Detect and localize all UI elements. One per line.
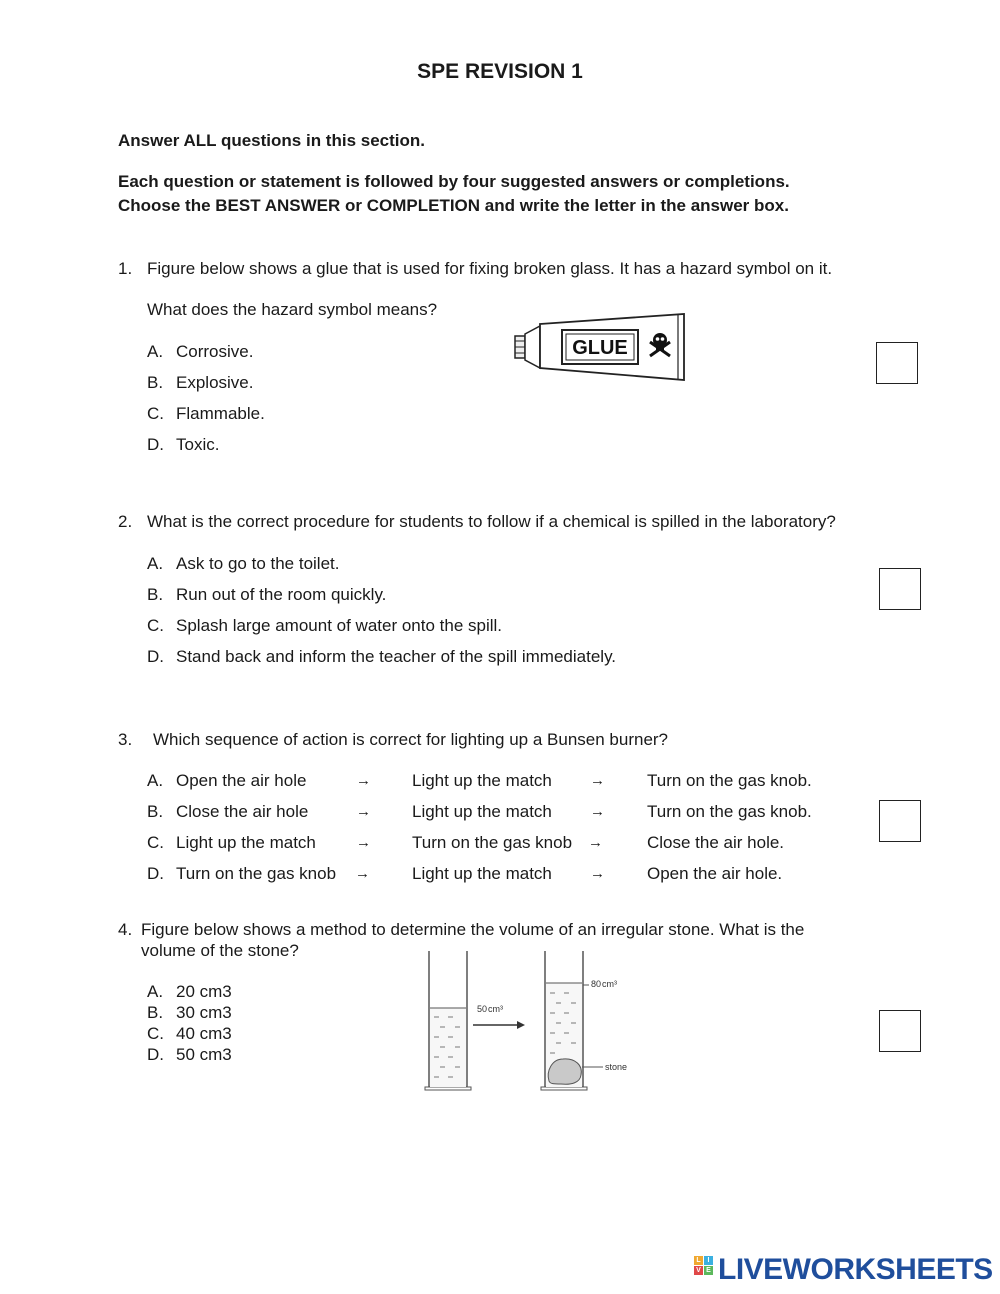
logo-square: E [704, 1266, 713, 1275]
option-letter: B. [147, 585, 164, 604]
option-letter: D. [147, 1045, 164, 1064]
option-letter: C. [147, 833, 164, 852]
logo-squares-icon [694, 1256, 714, 1284]
volume-unit: cm³ [488, 1004, 504, 1014]
cylinder-after [541, 951, 587, 1090]
step-3: Turn on the gas knob. [647, 771, 812, 790]
question-text: What is the correct procedure for students to follow if a chemical is spilled in the laboratory? [147, 512, 836, 531]
step-3: Close the air hole. [647, 833, 785, 852]
option-letter: D. [147, 435, 164, 454]
option-text: Run out of the room quickly. [176, 585, 387, 604]
step-1: Light up the match [176, 833, 316, 852]
step-1: Close the air hole [176, 802, 309, 821]
option-text: Toxic. [176, 435, 220, 454]
instruction-line-1: Each question or statement is followed by four suggested answers or completions. [118, 172, 790, 191]
arrow-right-icon: → [355, 865, 370, 882]
arrow-right-icon: → [588, 834, 603, 851]
option-letter: A. [147, 342, 164, 361]
svg-text:80cm³ [591, 979, 617, 989]
arrow-right-icon: → [356, 772, 371, 789]
stone-shape [548, 1059, 581, 1084]
volume-after-value: 80 [591, 979, 602, 989]
arrow-right-icon: → [590, 803, 605, 820]
step-2: Light up the match [412, 864, 552, 883]
option-text: Ask to go to the toilet. [176, 554, 340, 573]
question-text-line-1: Figure below shows a method to determine the volume of an irregular stone. What is the [141, 920, 805, 939]
step-2: Turn on the gas knob [412, 833, 573, 852]
instruction-all-questions: Answer ALL questions in this section. [118, 131, 425, 150]
option-letter: A. [147, 554, 164, 573]
option-text: Stand back and inform the teacher of the spill immediately. [176, 647, 617, 666]
volume-before-value: 50 [477, 1004, 488, 1014]
option-text: 30 cm3 [176, 1003, 232, 1022]
logo-square: L [694, 1256, 703, 1265]
instruction-line-2: Choose the BEST ANSWER or COMPLETION and write the letter in the answer box. [118, 196, 789, 215]
option-letter: B. [147, 373, 164, 392]
step-1: Turn on the gas knob [176, 864, 337, 883]
question-subtext: What does the hazard symbol means? [147, 300, 438, 319]
option-letter: D. [147, 647, 164, 666]
option-letter: A. [147, 771, 164, 790]
option-letter: C. [147, 616, 164, 635]
question-text: Which sequence of action is correct for lighting up a Bunsen burner? [153, 730, 669, 749]
arrow-right-icon: → [356, 803, 371, 820]
answer-box-q1[interactable] [876, 342, 918, 384]
question-number: 2. [118, 512, 133, 531]
step-2: Light up the match [412, 802, 552, 821]
arrow-right-icon: → [590, 772, 605, 789]
stone-label: stone [605, 1062, 628, 1072]
arrow-right-icon: → [590, 865, 605, 882]
liveworksheets-logo[interactable] [694, 1253, 993, 1287]
logo-square: I [704, 1256, 713, 1265]
option-letter: C. [147, 404, 164, 423]
step-3: Open the air hole. [647, 864, 783, 883]
question-number: 3. [118, 730, 133, 749]
glue-tube-figure [512, 312, 688, 384]
svg-text:50cm³ [477, 1004, 503, 1014]
page-title: SPE REVISION 1 [417, 60, 583, 83]
option-letter: D. [147, 864, 164, 883]
step-3: Turn on the gas knob. [647, 802, 812, 821]
option-letter: C. [147, 1024, 164, 1043]
measuring-cylinder-figure [415, 945, 645, 1095]
question-number: 4. [118, 920, 133, 939]
arrow-right-icon: → [356, 834, 371, 851]
glue-label: GLUE [572, 337, 628, 359]
option-text: Splash large amount of water onto the spill. [176, 616, 503, 635]
option-text: Flammable. [176, 404, 265, 423]
option-text: 50 cm3 [176, 1045, 232, 1064]
logo-text: LIVEWORKSHEETS [718, 1253, 993, 1286]
option-letter: B. [147, 1003, 164, 1022]
cylinder-before [425, 951, 471, 1090]
question-text: Figure below shows a glue that is used for fixing broken glass. It has a hazard symbol on it. [147, 259, 833, 278]
option-text: Explosive. [176, 373, 254, 392]
question-text-line-2: volume of the stone? [141, 941, 299, 960]
step-1: Open the air hole [176, 771, 307, 790]
answer-box-q2[interactable] [879, 568, 921, 610]
question-number: 1. [118, 259, 133, 278]
option-text: 20 cm3 [176, 982, 232, 1001]
answer-box-q3[interactable] [879, 800, 921, 842]
arrow-right-icon [473, 1021, 525, 1029]
answer-box-q4[interactable] [879, 1010, 921, 1052]
option-letter: A. [147, 982, 164, 1001]
step-2: Light up the match [412, 771, 552, 790]
option-text: Corrosive. [176, 342, 254, 361]
logo-square: V [694, 1266, 703, 1275]
volume-unit: cm³ [602, 979, 618, 989]
option-letter: B. [147, 802, 164, 821]
option-text: 40 cm3 [176, 1024, 232, 1043]
